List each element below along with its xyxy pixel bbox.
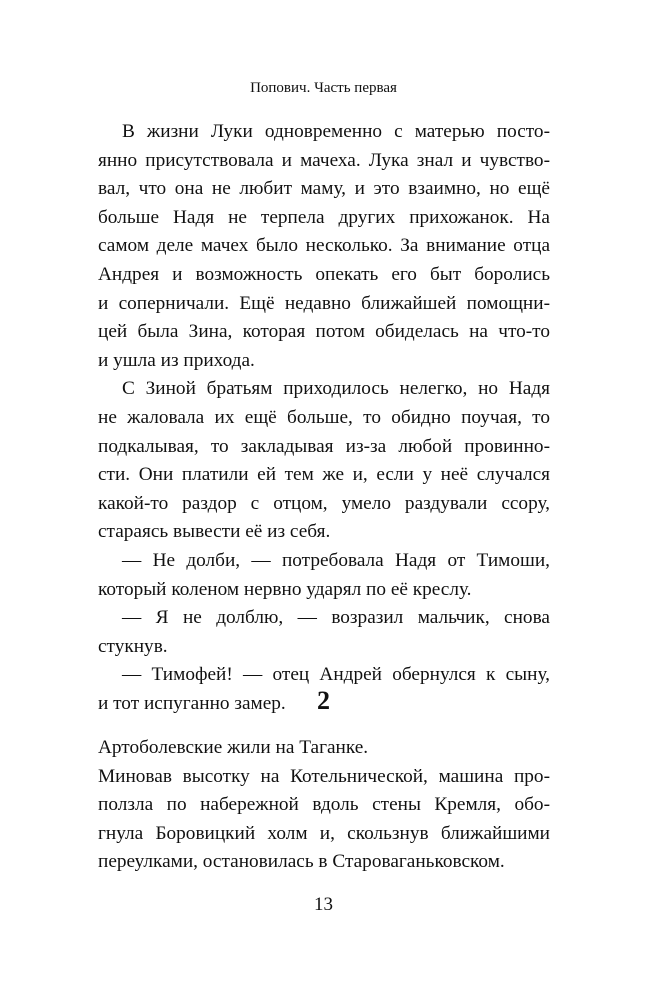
text-line: не жаловала их ещё больше, то обидно поучая, то (98, 406, 550, 428)
text-line: — Не долби, — потребовала Надя от Тимоши, (122, 549, 550, 571)
text-line: В жизни Луки одновременно с матерью посто- (122, 121, 550, 142)
body-text-part-2 (98, 734, 550, 877)
paragraph (98, 734, 550, 763)
text-line: С Зиной братьям приходилось нелегко, но Надя (122, 378, 550, 400)
text-line: вал, что она не любит маму, и это взаимно, но ещё (98, 178, 550, 200)
text-line: янно присутствовала и мачеха. Лука знал и чувство- (98, 149, 550, 171)
text-line: больше Надя не терпела других прихожанок. На (98, 206, 550, 228)
text-line: — Я не долблю, — возразил мальчик, снова (122, 607, 550, 629)
text-line: самом деле мачех было несколько. За внимание отца (98, 235, 550, 257)
paragraph (98, 375, 550, 547)
text-line: подкалывая, то закладывая из-за любой провинно- (98, 435, 550, 457)
text-line: переулками, остановилась в Староваганьковском. (98, 851, 505, 873)
text-line: который коленом нервно ударял по её креслу. (98, 578, 472, 600)
text-line: гнула Боровицкий холм и, скользнув ближайшими (98, 822, 550, 844)
page-number: 13 (314, 894, 333, 915)
text-line: Андрея и возможность опекать его быт боролись (98, 263, 550, 285)
text-line: стараясь вывести её из себя. (98, 521, 331, 543)
text-line: и тот испуганно замер. (98, 692, 286, 714)
text-line: ползла по набережной вдоль стены Кремля, обо- (98, 794, 550, 816)
text-line: — Тимофей! — отец Андрей обернулся к сыну, (122, 664, 550, 686)
text-line: какой-то раздор с отцом, умело раздували ссору, (98, 492, 550, 514)
running-head: Попович. Часть первая (250, 80, 397, 96)
text-line: Артоболевские жили на Таганке. (98, 737, 369, 758)
paragraph (98, 118, 550, 375)
text-line: цей была Зина, которая потом обиделась на что-то (98, 321, 550, 343)
paragraph (98, 763, 550, 877)
text-line: и соперничали. Ещё недавно ближайшей помощни- (98, 292, 550, 314)
body-text-part-1 (98, 118, 550, 718)
text-line: стукнув. (98, 635, 168, 657)
text-line: и ушла из прихода. (98, 349, 255, 371)
text-line: Миновав высотку на Котельнической, машина про- (98, 765, 550, 787)
text-line: сти. Они платили ей тем же и, если у неё случался (98, 464, 550, 486)
paragraph (98, 547, 550, 604)
chapter-number: 2 (317, 686, 330, 715)
paragraph (98, 604, 550, 661)
